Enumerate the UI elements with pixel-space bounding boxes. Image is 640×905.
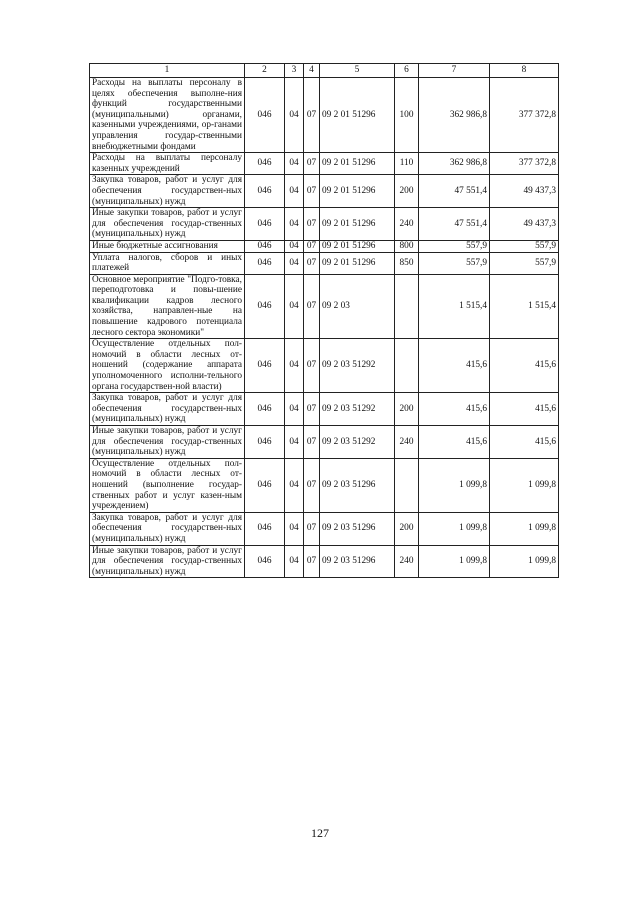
column-header-7: 7 [419, 64, 490, 78]
row-amount-1: 557,9 [419, 252, 490, 274]
row-expense-type: 200 [395, 512, 419, 545]
row-subsection: 07 [304, 426, 320, 459]
row-amount-2: 49 437,3 [490, 208, 559, 241]
table-row [90, 240, 559, 252]
row-subsection: 07 [304, 175, 320, 208]
row-name: Иные закупки товаров, работ и услуг для обеспечения государ-ственных (муниципальных) нужд [90, 208, 245, 241]
row-grbs: 046 [245, 240, 285, 252]
row-amount-2: 1 515,4 [490, 274, 559, 339]
row-grbs: 046 [245, 339, 285, 393]
column-header-5: 5 [320, 64, 395, 78]
row-expense-type: 100 [395, 78, 419, 153]
row-target-article: 09 2 01 51296 [320, 175, 395, 208]
row-target-article: 09 2 01 51296 [320, 252, 395, 274]
row-name: Уплата налогов, сборов и иных платежей [90, 252, 245, 274]
row-expense-type: 200 [395, 393, 419, 426]
row-amount-1: 47 551,4 [419, 175, 490, 208]
row-grbs: 046 [245, 458, 285, 512]
row-subsection: 07 [304, 153, 320, 175]
header-row [90, 64, 559, 78]
row-expense-type: 850 [395, 252, 419, 274]
table-row [90, 252, 559, 274]
row-subsection: 07 [304, 252, 320, 274]
row-amount-1: 362 986,8 [419, 153, 490, 175]
row-name: Закупка товаров, работ и услуг для обеспечения государствен-ных (муниципальных) нужд [90, 512, 245, 545]
row-target-article: 09 2 01 51296 [320, 208, 395, 241]
column-header-2: 2 [245, 64, 285, 78]
table-row [90, 274, 559, 339]
row-expense-type: 240 [395, 208, 419, 241]
column-header-1: 1 [90, 64, 245, 78]
row-grbs: 046 [245, 512, 285, 545]
row-grbs: 046 [245, 426, 285, 459]
row-name: Иные закупки товаров, работ и услуг для обеспечения государ-ственных (муниципальных) нужд [90, 545, 245, 578]
row-name: Расходы на выплаты персоналу в целях обеспечения выполне-ния функций государственными (муниципальными) органами, казенными учреждениями, ор-ганами управления государ-ственными внебюджетными фондами [90, 78, 245, 153]
row-subsection: 07 [304, 458, 320, 512]
row-section: 04 [285, 545, 304, 578]
row-section: 04 [285, 175, 304, 208]
row-name: Закупка товаров, работ и услуг для обеспечения государствен-ных (муниципальных) нужд [90, 175, 245, 208]
row-name: Иные бюджетные ассигнования [90, 240, 245, 252]
row-section: 04 [285, 153, 304, 175]
row-amount-2: 1 099,8 [490, 512, 559, 545]
column-header-6: 6 [395, 64, 419, 78]
row-subsection: 07 [304, 78, 320, 153]
row-section: 04 [285, 512, 304, 545]
row-section: 04 [285, 78, 304, 153]
row-target-article: 09 2 01 51296 [320, 153, 395, 175]
row-grbs: 046 [245, 252, 285, 274]
column-header-8: 8 [490, 64, 559, 78]
table-row [90, 208, 559, 241]
row-name: Расходы на выплаты персоналу казенных учреждений [90, 153, 245, 175]
row-subsection: 07 [304, 393, 320, 426]
row-target-article: 09 2 03 51292 [320, 393, 395, 426]
row-expense-type: 240 [395, 426, 419, 459]
row-amount-1: 1 099,8 [419, 512, 490, 545]
row-section: 04 [285, 458, 304, 512]
row-section: 04 [285, 393, 304, 426]
row-grbs: 046 [245, 78, 285, 153]
row-section: 04 [285, 252, 304, 274]
row-section: 04 [285, 240, 304, 252]
table-row [90, 339, 559, 393]
row-name: Осуществление отдельных пол-номочий в области лесных от-ношений (содержание аппарата уполномоченного исполни-тельного органа государствен-ной власти) [90, 339, 245, 393]
row-expense-type [395, 339, 419, 393]
row-subsection: 07 [304, 208, 320, 241]
table-row [90, 458, 559, 512]
row-target-article: 09 2 03 51296 [320, 512, 395, 545]
table-row [90, 175, 559, 208]
row-expense-type: 240 [395, 545, 419, 578]
row-target-article: 09 2 03 51296 [320, 545, 395, 578]
row-amount-2: 415,6 [490, 426, 559, 459]
table-row [90, 512, 559, 545]
table-row [90, 153, 559, 175]
row-expense-type: 110 [395, 153, 419, 175]
row-expense-type: 200 [395, 175, 419, 208]
table-row [90, 426, 559, 459]
row-target-article: 09 2 03 [320, 274, 395, 339]
row-name: Иные закупки товаров, работ и услуг для обеспечения государ-ственных (муниципальных) нужд [90, 426, 245, 459]
row-amount-2: 1 099,8 [490, 545, 559, 578]
row-expense-type [395, 458, 419, 512]
row-target-article: 09 2 01 51296 [320, 240, 395, 252]
row-amount-1: 415,6 [419, 339, 490, 393]
row-grbs: 046 [245, 274, 285, 339]
row-subsection: 07 [304, 545, 320, 578]
row-grbs: 046 [245, 208, 285, 241]
row-amount-1: 362 986,8 [419, 78, 490, 153]
row-amount-1: 1 099,8 [419, 545, 490, 578]
row-section: 04 [285, 208, 304, 241]
column-header-4: 4 [304, 64, 320, 78]
row-amount-1: 1 515,4 [419, 274, 490, 339]
table-row [90, 545, 559, 578]
row-amount-2: 557,9 [490, 252, 559, 274]
row-expense-type: 800 [395, 240, 419, 252]
row-name: Основное мероприятие "Подго-товка, переподготовка и повы-шение квалификации кадров лесного хозяйства, направлен-ные на повышение кадрового потенциала лесного сектора экономики" [90, 274, 245, 339]
table-body [90, 78, 559, 578]
row-section: 04 [285, 274, 304, 339]
row-amount-1: 1 099,8 [419, 458, 490, 512]
row-grbs: 046 [245, 393, 285, 426]
row-name: Осуществление отдельных пол-номочий в области лесных от-ношений (выполнение государ-ственных работ и услуг казен-ным учреждением) [90, 458, 245, 512]
row-grbs: 046 [245, 153, 285, 175]
row-amount-1: 557,9 [419, 240, 490, 252]
row-subsection: 07 [304, 274, 320, 339]
row-grbs: 046 [245, 175, 285, 208]
row-target-article: 09 2 03 51292 [320, 339, 395, 393]
row-section: 04 [285, 339, 304, 393]
page-number: 127 [311, 826, 329, 840]
row-amount-2: 377 372,8 [490, 78, 559, 153]
row-section: 04 [285, 426, 304, 459]
row-amount-1: 415,6 [419, 426, 490, 459]
table-row [90, 393, 559, 426]
row-amount-2: 415,6 [490, 339, 559, 393]
row-target-article: 09 2 03 51296 [320, 458, 395, 512]
row-subsection: 07 [304, 240, 320, 252]
budget-table [89, 63, 559, 578]
row-subsection: 07 [304, 512, 320, 545]
row-amount-2: 415,6 [490, 393, 559, 426]
row-amount-1: 415,6 [419, 393, 490, 426]
row-amount-2: 1 099,8 [490, 458, 559, 512]
row-target-article: 09 2 01 51296 [320, 78, 395, 153]
column-header-3: 3 [285, 64, 304, 78]
row-amount-2: 49 437,3 [490, 175, 559, 208]
row-grbs: 046 [245, 545, 285, 578]
row-target-article: 09 2 03 51292 [320, 426, 395, 459]
row-expense-type [395, 274, 419, 339]
row-subsection: 07 [304, 339, 320, 393]
row-amount-2: 377 372,8 [490, 153, 559, 175]
table-row [90, 78, 559, 153]
row-amount-1: 47 551,4 [419, 208, 490, 241]
row-amount-2: 557,9 [490, 240, 559, 252]
row-name: Закупка товаров, работ и услуг для обеспечения государствен-ных (муниципальных) нужд [90, 393, 245, 426]
